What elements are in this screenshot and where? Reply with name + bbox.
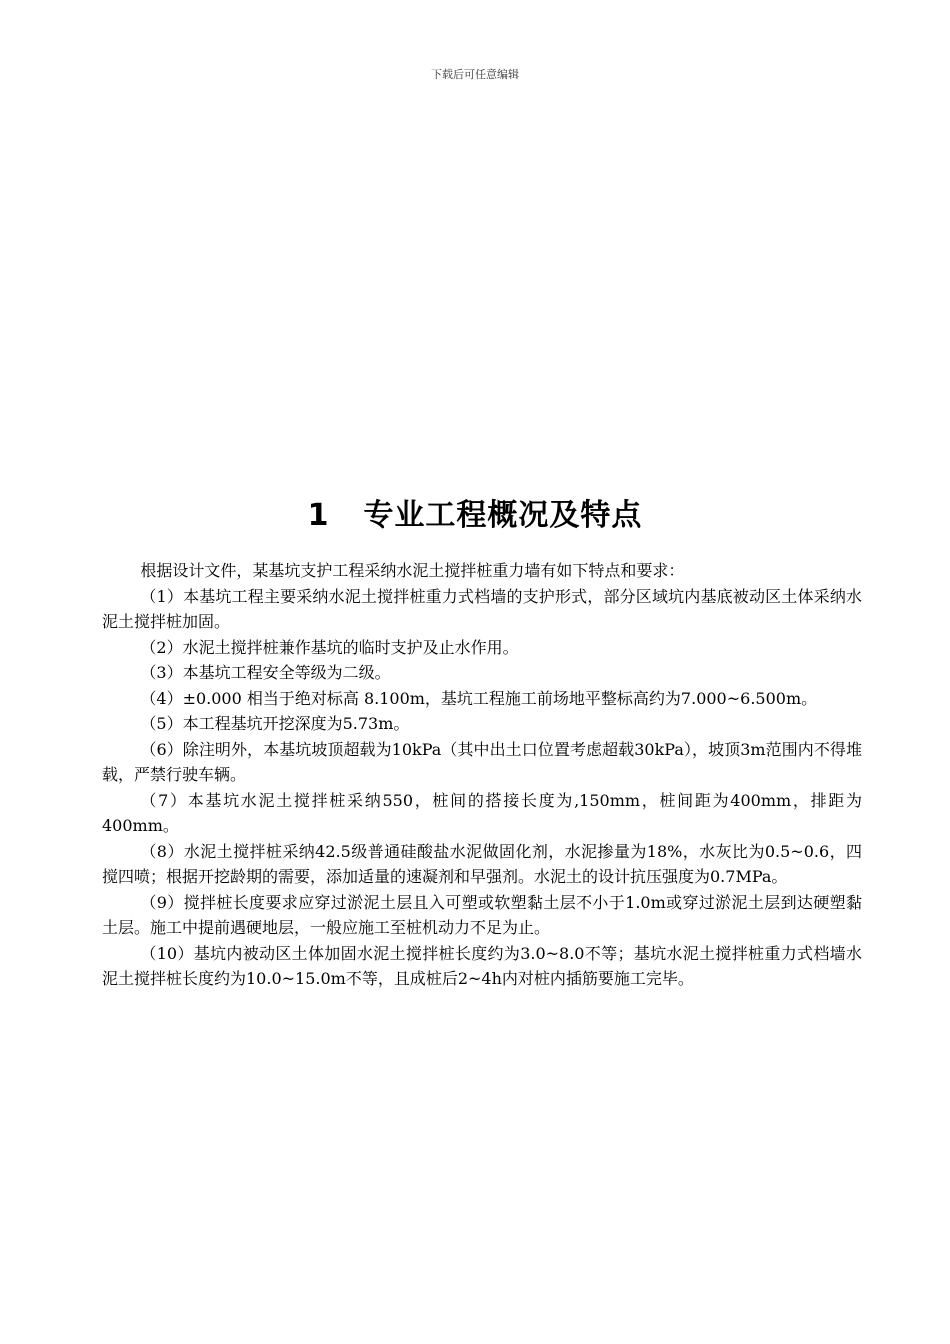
section-number: 1: [307, 498, 330, 533]
intro-paragraph: 根据设计文件，某基坑支护工程采纳水泥土搅拌桩重力墙有如下特点和要求：: [140, 561, 685, 580]
list-item-4: （4）±0.000 相当于绝对标高 8.100m，基坑工程施工前场地平整标高约为7.000~6.500m。: [140, 688, 818, 708]
list-item-8: （8）水泥土搅拌桩采纳42.5级普通硅酸盐水泥做固化剂，水泥掺量为18%，水灰比为0.5~0.6，四搅四喷；根据开挖龄期的需要，添加适量的速凝剂和早强剂。水泥土的设计抗压强度为0.7MPa。: [102, 841, 862, 886]
page-header-note: 下载后可任意编辑: [431, 68, 519, 81]
section-title-text: 专业工程概况及特点: [363, 498, 643, 533]
list-item-9: （9）搅拌桩长度要求应穿过淤泥土层且入可塑或软塑黏土层不小于1.0m或穿过淤泥土层到达硬塑黏土层。施工中提前遇硬地层，一般应施工至桩机动力不足为止。: [102, 892, 862, 937]
body-text: [102, 558, 862, 992]
list-item-3: （3）本基坑工程安全等级为二级。: [140, 663, 391, 682]
list-item-1: （1）本基坑工程主要采纳水泥土搅拌桩重力式档墙的支护形式，部分区域坑内基底被动区土体采纳水泥土搅拌桩加固。: [102, 586, 862, 631]
list-item-7: （7）本基坑水泥土搅拌桩采纳550，桩间的搭接长度为,150mm，桩间距为400mm，排距为400mm。: [102, 790, 862, 835]
list-item-5: （5）本工程基坑开挖深度为5.73m。: [140, 714, 410, 733]
list-item-10: （10）基坑内被动区土体加固水泥土搅拌桩长度约为3.0~8.0不等；基坑水泥土搅拌桩重力式档墙水泥土搅拌桩长度约为10.0~15.0m不等，且成桩后2~4h内对桩内插筋要施工完毕。: [102, 943, 862, 988]
list-item-6: （6）除注明外，本基坑坡顶超载为10kPa（其中出土口位置考虑超载30kPa），坡顶3m范围内不得堆载，严禁行驶车辆。: [102, 739, 862, 784]
section-heading: [0, 490, 950, 534]
list-item-2: （2）水泥土搅拌桩兼作基坑的临时支护及止水作用。: [140, 637, 519, 657]
